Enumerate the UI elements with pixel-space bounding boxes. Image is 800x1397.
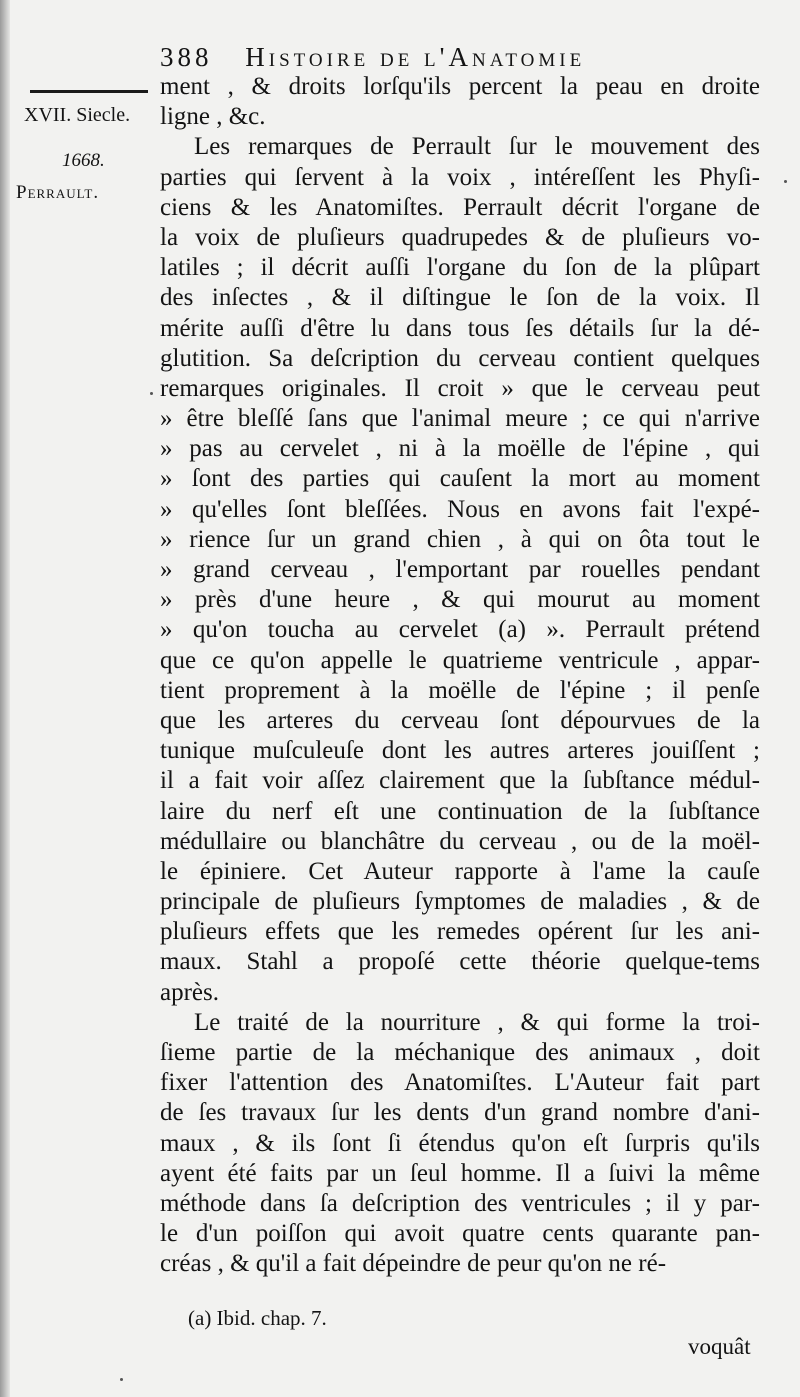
text-line: maux. Stahl a propoſé cette théorie quelque-tems <box>160 948 760 976</box>
text-line: ayent été faits par un ſeul homme. Il a ſuivi la même <box>160 1159 760 1187</box>
text-line: Les remarques de Perrault ſur le mouvement des <box>194 133 760 161</box>
text-line: » grand cerveau , l'emportant par rouelles pendant <box>160 556 760 583</box>
text-line: après. <box>160 978 219 1006</box>
text-line: » rience ſur un grand chien , à qui on ôta tout le <box>160 525 760 553</box>
text-line: que ce qu'on appelle le quatrieme ventricule , appar- <box>160 646 760 674</box>
text-line: principale de pluſieurs ſymptomes de maladies , & de <box>160 888 760 916</box>
ink-speck <box>120 1378 123 1381</box>
text-line: » qu'on toucha au cervelet (a) ». Perrault prétend <box>160 616 760 644</box>
text-line: laire du nerf eſt une continuation de la ſubſtance <box>160 797 760 825</box>
text-line: pluſieurs effets que les remedes opérent ſur les ani- <box>160 918 760 946</box>
text-line: maux , & ils ſont ſi étendus qu'on eſt ſurpris qu'ils <box>160 1129 760 1157</box>
running-header <box>160 42 720 73</box>
text-line: » qu'elles ſont bleſſées. Nous en avons fait l'expé- <box>160 495 760 523</box>
text-line: ciens & les Anatomiſtes. Perrault décrit l'organe de <box>160 193 760 221</box>
text-line: méthode dans ſa deſcription des ventricules ; il y par- <box>160 1189 760 1217</box>
ink-speck <box>150 392 153 395</box>
margin-year: 1668. <box>62 150 105 171</box>
text-line: fixer l'attention des Anatomiſtes. L'Auteur fait part <box>160 1069 760 1097</box>
text-line: latiles ; il décrit auſſi l'organe du ſon de la plûpart <box>160 254 760 282</box>
text-line: tunique muſculeuſe dont les autres arteres jouiſſent ; <box>160 737 760 765</box>
text-line: ligne , &c. <box>160 103 266 131</box>
ink-speck <box>784 180 787 183</box>
running-title: Histoire de l'Anatomie <box>245 42 586 72</box>
text-line: il a fait voir aſſez clairement que la ſubſtance médul- <box>160 767 760 795</box>
text-line: » être bleſſé ſans que l'animal meure ; ce qui n'arrive <box>160 405 760 433</box>
text-line: mérite auſſi d'être lu dans tous ſes détails ſur la dé- <box>160 314 760 342</box>
text-line: de ſes travaux ſur les dents d'un grand nombre d'ani- <box>160 1099 760 1127</box>
margin-rule <box>30 90 148 93</box>
text-line: des inſectes , & il diſtingue le ſon de la voix. Il <box>160 284 760 312</box>
text-line: tient proprement à la moëlle de l'épine ; il penſe <box>160 676 760 704</box>
margin-century: XVII. Siecle. <box>24 104 131 126</box>
text-line: le épiniere. Cet Auteur rapporte à l'ame la cauſe <box>160 857 760 885</box>
text-line: ment , & droits lorſqu'ils percent la peau en droite <box>160 73 760 100</box>
text-line: ſieme partie de la méchanique des animaux , doit <box>160 1039 760 1066</box>
footnote: (a) Ibid. chap. 7. <box>188 1306 327 1330</box>
text-line: remarques originales. Il croit » que le cerveau peut <box>160 374 760 402</box>
text-line: la voix de pluſieurs quadrupedes & de pluſieurs vo- <box>160 223 760 251</box>
text-line: glutition. Sa deſcription du cerveau contient quelques <box>160 344 760 372</box>
body-text <box>160 72 760 1280</box>
text-line: » ſont des parties qui cauſent la mort au moment <box>160 465 760 493</box>
page-edge <box>0 0 10 1397</box>
text-line: parties qui ſervent à la voix , intéreſſent les Phyſi- <box>160 163 760 191</box>
text-line: » pas au cervelet , ni à la moëlle de l'épine , qui <box>160 435 760 463</box>
text-line: médullaire ou blanchâtre du cerveau , ou de la moël- <box>160 827 760 855</box>
catchword: voquât <box>688 1334 751 1359</box>
margin-author: Perrault. <box>16 182 100 203</box>
page-number: 388 <box>160 42 213 72</box>
text-line: le d'un poiſſon qui avoit quatre cents quarante pan- <box>160 1220 760 1248</box>
text-line: que les arteres du cerveau ſont dépourvues de la <box>160 706 760 734</box>
text-line: » près d'une heure , & qui mourut au moment <box>160 586 760 614</box>
text-line: Le traité de la nourriture , & qui forme la troi- <box>194 1008 760 1036</box>
text-line: créas , & qu'il a fait dépeindre de peur qu'on ne ré- <box>160 1250 667 1278</box>
